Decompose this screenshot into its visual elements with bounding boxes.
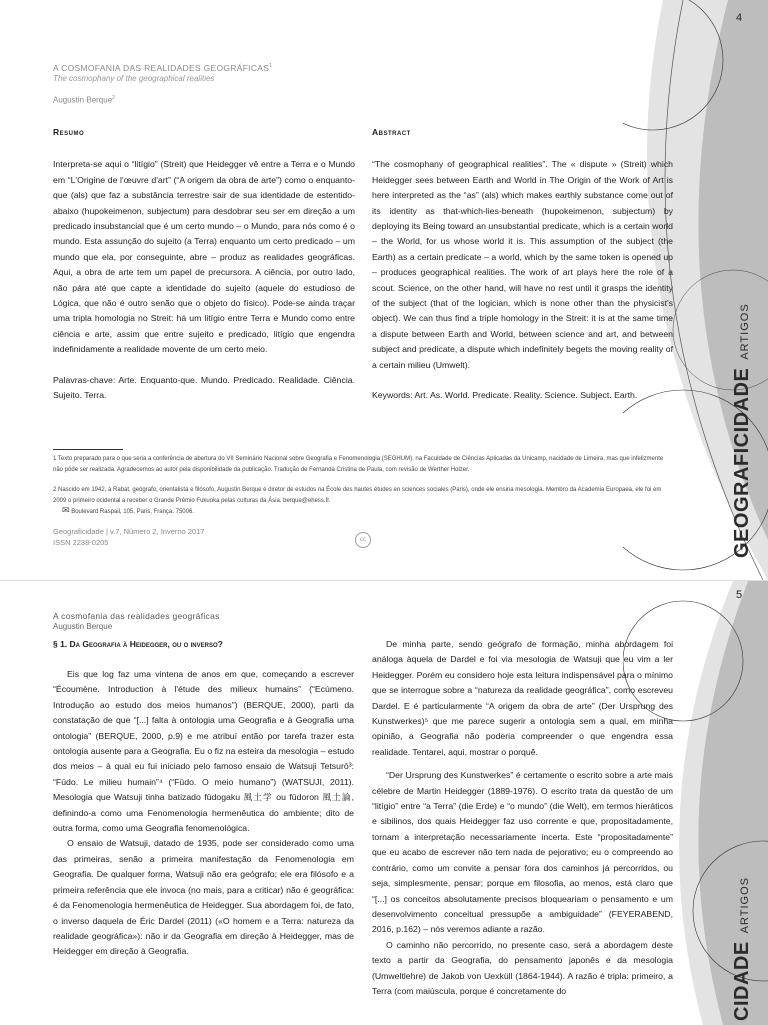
envelope-icon: ✉ (62, 505, 70, 515)
journal-spine-label: GEOGRAFICIDADEARTIGOS (731, 303, 753, 558)
article-title: A COSMOFANIA DAS REALIDADES GEOGRÁFICAS$^1$ (53, 63, 273, 73)
resumo-text: Interpreta-se aqui o “litígio” (Streit) que Heidegger vê entre a Terra e o Mundo em “L'Origine de l'œuvre d'art” (“A origem da obra de arte”) como o enquanto-que (als) que faz a substância terrestre sair de sua identidade de estentido-abaixo (hupokeimenon, subjectum) para desdobrar seu ser em direção a um predicado insubstancial que é um certo mundo – o Mundo, para nós como é o mundo. Esta assunção do sujeito (a Terra) enquanto um certo predicado – um mundo que ela, por conseguinte, abre – produz as realidades geográficas. Aqui, a obra de arte tem um papel de precursora. A ciência, por outro lado, não pára até que capte a identidade do sujeito (aquele do estudioso de Lógica, que não é outro senão que o objeto do físico). Pode-se ainda traçar uma tripla homologia no Streit: há um litígio entre Terra e Mundo como entre ciência e arte, assim que entre sujeito e predicado, litígio que engendra indefinidamente a realidade movente de um certo meio. (53, 159, 355, 355)
article-subtitle: The cosmophany of the geographical realities (53, 74, 215, 83)
journal-spine-label: CIDADEARTIGOS (731, 877, 753, 1021)
resumo-heading: Resumo (53, 127, 85, 137)
section-heading: § 1. Da Geografia à Heidegger, ou o inverso? (53, 639, 223, 649)
paragraph: Eis que log faz uma vintena de anos em que, começando a escrever “Écoumène. Introduction à l'étude des milieux humains” (“Ecúmeno. Introdução ao estudo dos meios humanos”) (BERQUE, 2000), parti da constatação de que “[...] falta à ontologia uma Geografia e à Geografia uma ontologia” (BERQUE, 2000, p.9) e me atribuí então por tarefa trazer esta ontologia ausente para a Geografia. Eu o fiz na esteira da mesologia – estudo dos meios – à qual eu fui iniciado pelo famoso ensaio de Watsuji Tetsurō³: “Fūdo. Le milieu humain”⁴ (“Fūdo. O meio humano”) (WATSUJI, 2011). Mesologia que Watsuji tinha batizado fūdogaku 風土学 ou fūdoron 風土論, definindo-a como uma Fenomenologia hermenêutica do ambiente; dito de outra forma, como uma Geografia fenomenológica. (53, 669, 354, 834)
footnote-2: 2 Nascido em 1942, à Rabat, geógrafo, orientalista e filósofo, Augustin Berque é diretor de estudos na École des hautes études en sciences sociales (Paris), onde ele ensina mesologia. Membro da Academia Europaea, ele foi em 2009 o primeiro ocidental a receber o Grande Prêmio Fukuoka pelas culturas da Ásia. berque@ehess.fr. (53, 487, 662, 504)
abstract-column (372, 125, 673, 404)
keywords-pt: Palavras-chave: Arte. Enquanto-que. Mundo. Predicado. Realidade. Ciência. Sujeito. Terra. (53, 374, 355, 401)
body-right-column (372, 637, 673, 999)
resumo-column (53, 125, 355, 404)
creative-commons-icon: cc (355, 532, 371, 548)
abstract-heading: Abstract (372, 127, 411, 137)
issn: ISSN 2238-0205 (53, 538, 109, 547)
page-number: 5 (736, 589, 743, 601)
paragraph: O caminho não percorrido, no presente caso, será a abordagem deste texto a partir da Geografia, do pensamento japonês e da mesologia (Umweltlehre) de Jakob von Uexküll (1864-1944). A razão é tripla: primeiro, a Terra (com maiúscula, porque é concretamente do (372, 939, 673, 996)
running-author: Augustin Berque (53, 622, 113, 631)
author-name: Augustin Berque$^2$ (53, 95, 115, 105)
running-title: A cosmofania das realidades geográficas (53, 611, 220, 621)
footnote-2-address: ✉ Boulevard Raspail, 105, Paris, França. 75006. (62, 505, 194, 515)
paragraph: De minha parte, sendo geógrafo de formação, minha abordagem foi análoga àquela de Dardel e foi via mesologia de Watsuji que eu vim a ler Heidegger. Porém eu considero hoje esta leitura indispensável para o mínimo que se interrogue sobre a “natureza da realidade geográfica”, como escreveu Dardel. E é particularmente “A origem da obra de arte” (Der Ursprung des Kunstwerkes)⁵ que me parece sugerir a ontologia sem a qual, em minha opinião, a Geografia não poderia compreender o que engendra essa realidade. Tentarei, aqui, mostrar o porquê. (372, 639, 673, 757)
journal-info: Geograficidade | v.7, Número 2, Inverno 2017 (53, 527, 205, 536)
abstract-text: “The cosmophany of geographical realities”. The « dispute » (Streit) which Heidegger sees between Earth and World in The Origin of the Work of Art is here interpreted as the “as” (als) which makes earthly substance come out of its identity as that-which-lies-beneath (hupokeimenon, subjectum) by deploying its Being toward an unsubstantial predicate, which is a certain world – the World, for us whose world it is. This assumption of the subject (the Earth) as a certain predicate – a world, which by the same token is opened up – produces geographical realities. The work of art plays here the role of a scout. Science, on the other hand, will have no rest until it grasps the identity of the subject (that of the logician, which is none other than the physicist's object). We can thus find a triple homology in the Streit: it is at the same time a dispute between Earth and World, between science and art, and between subject and predicate, a dispute which indefinitely begets the moving reality of a certain milieu (Umwelt). (372, 159, 673, 370)
page-number: 4 (736, 12, 743, 24)
keywords-en: Keywords: Art. As. World. Predicate. Reality. Science. Subject. Earth. (372, 390, 638, 401)
body-left-column (53, 667, 354, 960)
footnote-1: 1 Texto preparado para o que seria a conferência de abertura do VII Seminário Nacional sobre Geografia e Fenomenologia (SEGHUM), na Faculdade de Ciências Aplicadas da Unicamp, nacidade de Limeira, mas que infelizmente não pôde ser realizada. Agradecemos ao autor pela disponibilidade da publicação. Tradução de Fernanda Cristina de Paula, com revisão de Werther Holzer. (53, 456, 664, 473)
paragraph: “Der Ursprung des Kunstwerkes” é certamente o escrito sobre a arte mais célebre de Martin Heidegger (1889-1976). O escrito trata da questão de um “litígio” entre “a Terra” (die Erde) e “o mundo” (die Welt), em termos hieráticos e sibilinos, dos quais Heidegger faz uso corrente e que, propositadamente, tornam a interpretação necessariamente incerta. Este “propositadamente” que eu acabo de escrever não tem nada de pejorativo; eu o compreendo ao contrário, como um convite a pensar fora dos caminhos já percorridos, ou seja, simplesmente, pensar; porque em filosofia, ao menos, está claro que “[...] os conceitos absolutamente precisos bloqueariam o pensamento e um desenvolvimento conceitual pressupõe a ambiguidade” (FEYERABEND, 2016, p.162) – nós veremos adiante a razão. (372, 770, 673, 935)
paragraph: O ensaio de Watsuji, datado de 1935, pode ser considerado como uma das primeiras, senão a primeira manifestação da Fenomenologia em Geografia. De qualquer forma, Watsuji não era geógrafo; ele era filósofo e a primeira referência que ele invoca (no mais, para a criticar) não é geográfica: é da Fenomenologia hermenêutica de Heidegger. Sua abordagem foi, de fato, o inverso daquela de Éric Dardel (2011) («O homem e a Terra: natureza da realidade geográfica»): não ir da Geografia em direção à Heidegger, mas de Heidegger em direção à Geografia. (53, 838, 354, 957)
footnote-divider (53, 449, 123, 450)
page-5 (0, 580, 768, 1025)
